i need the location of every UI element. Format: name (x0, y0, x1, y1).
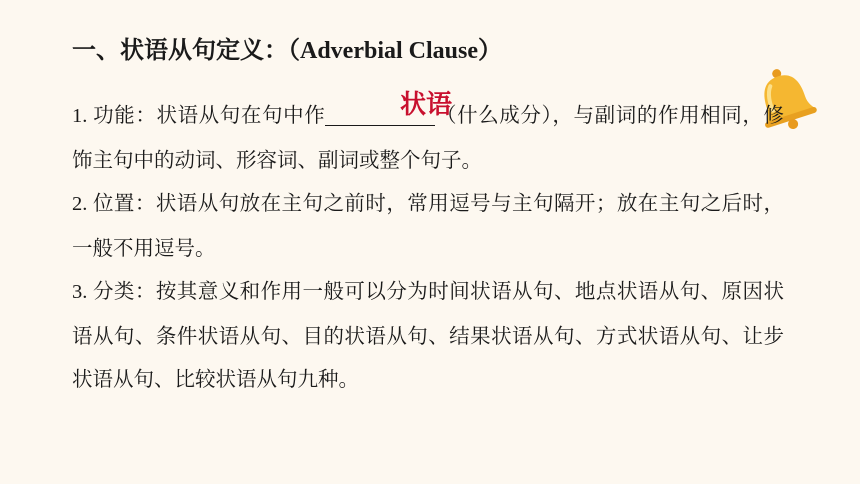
title-english: Adverbial Clause (300, 38, 479, 64)
answer-text: 状语 (400, 90, 453, 120)
answer-blank (325, 103, 435, 126)
paragraph-function (72, 94, 784, 182)
paragraph-classification (72, 270, 784, 402)
paragraph-text: 分类：按其意义和作用一般可以分为时间状语从句、地点状语从句、原因状语从句、条件状语从句、目的状语从句、结果状语从句、方式状语从句、让步状语从句、比较状语从句九种。 (72, 279, 785, 391)
paragraph-number: 1. (72, 105, 94, 127)
paragraph-text: 功能：状语从句在句中作 (93, 103, 326, 127)
paragraph-number: 2. (72, 193, 93, 215)
slide-title (72, 30, 502, 71)
title-prefix: 一、状语从句定义：（ (72, 35, 300, 64)
paragraph-number: 3. (72, 281, 93, 303)
paragraph-position (72, 182, 784, 270)
paragraph-text: 位置：状语从句放在主句之前时，常用逗号与主句隔开；放在主句之后时，一般不用逗号。 (72, 191, 785, 260)
title-suffix: ） (478, 35, 503, 64)
slide-body (72, 94, 784, 402)
paragraph-text: （什么成分），与副词的作用相同，修饰主句中的动词、形容词、副词或整个句子。 (72, 103, 785, 172)
